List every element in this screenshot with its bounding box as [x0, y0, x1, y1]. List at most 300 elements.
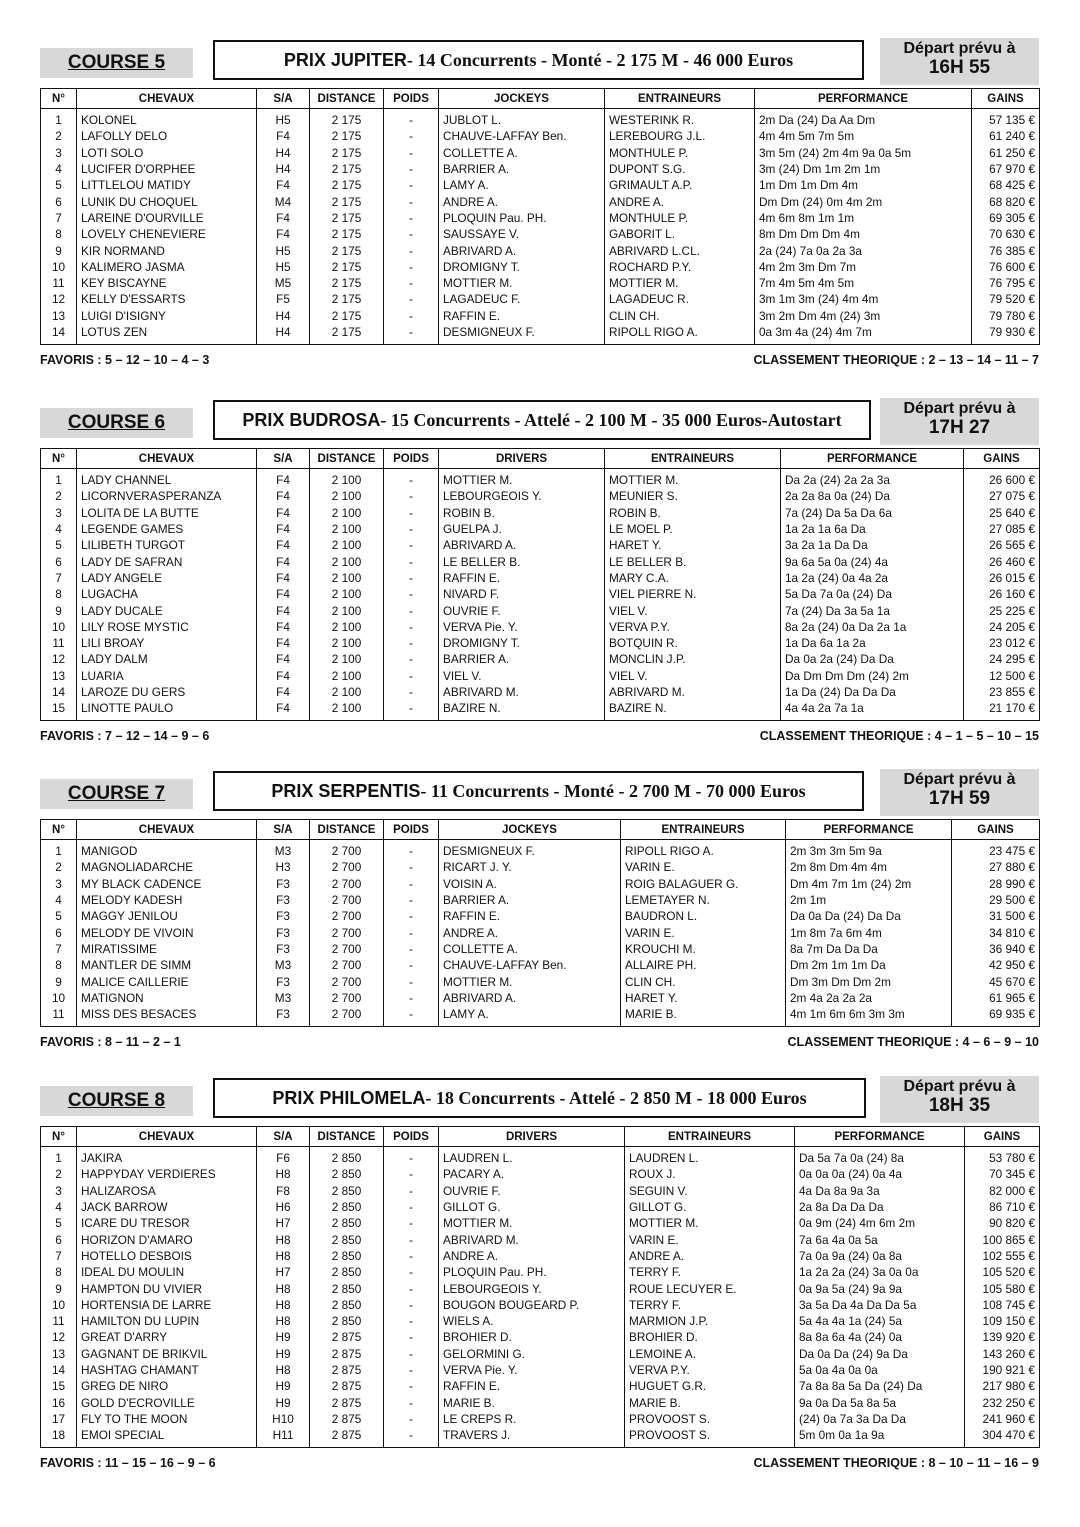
- table-row: [41, 1378, 1040, 1394]
- distance: 2 700: [310, 876, 384, 892]
- sex-age: H4: [257, 145, 310, 161]
- runner-number: 10: [41, 990, 77, 1006]
- table-row: [41, 668, 1040, 684]
- earnings: 82 000 €: [965, 1183, 1040, 1199]
- weight: -: [384, 1183, 439, 1199]
- runner-number: 10: [41, 1297, 77, 1313]
- distance: 2 175: [310, 308, 384, 324]
- runners-table: [40, 1126, 1040, 1448]
- column-header: CHEVAUX: [77, 820, 257, 840]
- table-row: [41, 635, 1040, 651]
- performance: 2a 8a Da Da Da: [795, 1199, 965, 1215]
- earnings: 57 135 €: [972, 109, 1040, 129]
- table-row: [41, 924, 1040, 940]
- earnings: 232 250 €: [965, 1394, 1040, 1410]
- table-row: [41, 308, 1040, 324]
- sex-age: H5: [257, 242, 310, 258]
- table-row: [41, 619, 1040, 635]
- runner-number: 4: [41, 521, 77, 537]
- distance: 2 100: [310, 521, 384, 537]
- weight: -: [384, 109, 439, 129]
- performance: 5a Da 7a 0a (24) Da: [781, 586, 964, 602]
- weight: -: [384, 1346, 439, 1362]
- earnings: 70 345 €: [965, 1166, 1040, 1182]
- runner-number: 1: [41, 469, 77, 489]
- distance: 2 175: [310, 161, 384, 177]
- column-header: GAINS: [972, 89, 1040, 109]
- runner-number: 3: [41, 1183, 77, 1199]
- sex-age: F3: [257, 924, 310, 940]
- distance: 2 175: [310, 109, 384, 129]
- weight: -: [384, 1147, 439, 1167]
- runner-number: 8: [41, 1264, 77, 1280]
- weight: -: [384, 700, 439, 721]
- distance: 2 850: [310, 1215, 384, 1231]
- sex-age: H8: [257, 1248, 310, 1264]
- weight: -: [384, 145, 439, 161]
- horse-name: KELLY D'ESSARTS: [77, 291, 257, 307]
- sex-age: M3: [257, 990, 310, 1006]
- trainer: BAUDRON L.: [621, 908, 786, 924]
- distance: 2 100: [310, 602, 384, 618]
- column-header: DISTANCE: [310, 89, 384, 109]
- performance: 0a 9m (24) 4m 6m 2m: [795, 1215, 965, 1231]
- column-header: GAINS: [964, 449, 1040, 469]
- runner-number: 18: [41, 1427, 77, 1448]
- earnings: 26 460 €: [964, 553, 1040, 569]
- table-row: [41, 892, 1040, 908]
- depart-time: 18H 35: [928, 1094, 991, 1116]
- distance: 2 100: [310, 488, 384, 504]
- column-header: PERFORMANCE: [781, 449, 964, 469]
- rider: VOISIN A.: [439, 876, 621, 892]
- earnings: 34 810 €: [952, 924, 1040, 940]
- column-header: POIDS: [384, 449, 439, 469]
- horse-name: LADY ANGELE: [77, 570, 257, 586]
- earnings: 68 820 €: [972, 193, 1040, 209]
- trainer: WESTERINK R.: [605, 109, 755, 129]
- horse-name: LOVELY CHENEVIERE: [77, 226, 257, 242]
- runner-number: 9: [41, 1280, 77, 1296]
- sex-age: F3: [257, 908, 310, 924]
- performance: 4a Da 8a 9a 3a: [795, 1183, 965, 1199]
- runner-number: 6: [41, 1231, 77, 1247]
- earnings: 45 670 €: [952, 973, 1040, 989]
- performance: 2m 8m Dm 4m 4m: [786, 859, 952, 875]
- sex-age: F3: [257, 941, 310, 957]
- distance: 2 850: [310, 1166, 384, 1182]
- trainer: BOTQUIN R.: [605, 635, 781, 651]
- sex-age: F4: [257, 684, 310, 700]
- prix-title: [213, 40, 864, 80]
- sex-age: F4: [257, 651, 310, 667]
- performance: 2m 1m: [786, 892, 952, 908]
- earnings: 76 795 €: [972, 275, 1040, 291]
- course-footer: [40, 729, 1039, 743]
- distance: 2 175: [310, 193, 384, 209]
- prix-details: - 18 Concurrents - Attelé - 2 850 M - 18 000 Euros: [425, 1087, 807, 1108]
- trainer: RIPOLL RIGO A.: [621, 840, 786, 860]
- rider: LE BELLER B.: [439, 553, 605, 569]
- sex-age: F3: [257, 892, 310, 908]
- trainer: MARIE B.: [625, 1394, 795, 1410]
- favoris: FAVORIS : 5 – 12 – 10 – 4 – 3: [40, 353, 210, 368]
- trainer: ANDRE A.: [605, 193, 755, 209]
- earnings: 61 240 €: [972, 128, 1040, 144]
- column-header: DISTANCE: [310, 449, 384, 469]
- table-row: [41, 1215, 1040, 1231]
- column-header: DISTANCE: [310, 820, 384, 840]
- performance: 8a 2a (24) 0a Da 2a 1a: [781, 619, 964, 635]
- depart-time: 16H 55: [928, 56, 991, 78]
- runner-number: 14: [41, 324, 77, 345]
- weight: -: [384, 876, 439, 892]
- runner-number: 10: [41, 619, 77, 635]
- course-footer: [40, 1035, 1039, 1049]
- horse-name: KEY BISCAYNE: [77, 275, 257, 291]
- performance: 8a 7m Da Da Da: [786, 941, 952, 957]
- table-row: [41, 226, 1040, 242]
- sex-age: H9: [257, 1378, 310, 1394]
- horse-name: LEGENDE GAMES: [77, 521, 257, 537]
- rider: ANDRE A.: [439, 924, 621, 940]
- earnings: 23 475 €: [952, 840, 1040, 860]
- table-header-row: [41, 820, 1040, 840]
- table-row: [41, 291, 1040, 307]
- runner-number: 2: [41, 1166, 77, 1182]
- horse-name: HASHTAG CHAMANT: [77, 1362, 257, 1378]
- performance: Da 0a Da (24) 9a Da: [795, 1346, 965, 1362]
- trainer: SEGUIN V.: [625, 1183, 795, 1199]
- runner-number: 1: [41, 840, 77, 860]
- rider: JUBLOT L.: [439, 109, 605, 129]
- horse-name: MELODY KADESH: [77, 892, 257, 908]
- runner-number: 8: [41, 957, 77, 973]
- course-section: [40, 40, 1039, 367]
- classement-theorique: CLASSEMENT THEORIQUE : 4 – 6 – 9 – 10: [787, 1035, 1039, 1050]
- sex-age: H7: [257, 1215, 310, 1231]
- performance: Da 5a 7a 0a (24) 8a: [795, 1147, 965, 1167]
- runner-number: 6: [41, 193, 77, 209]
- distance: 2 100: [310, 586, 384, 602]
- distance: 2 875: [310, 1329, 384, 1345]
- horse-name: JAKIRA: [77, 1147, 257, 1167]
- runner-number: 7: [41, 1248, 77, 1264]
- depart-label: Départ prévu à: [903, 40, 1016, 57]
- column-header: ENTRAINEURS: [625, 1127, 795, 1147]
- table-header-row: [41, 89, 1040, 109]
- runners-table: [40, 819, 1040, 1027]
- horse-name: LADY DE SAFRAN: [77, 553, 257, 569]
- horse-name: LUNIK DU CHOQUEL: [77, 193, 257, 209]
- sex-age: F5: [257, 291, 310, 307]
- runner-number: 7: [41, 941, 77, 957]
- runner-number: 6: [41, 553, 77, 569]
- runner-number: 12: [41, 651, 77, 667]
- table-row: [41, 990, 1040, 1006]
- trainer: MARY C.A.: [605, 570, 781, 586]
- earnings: 109 150 €: [965, 1313, 1040, 1329]
- horse-name: MAGNOLIADARCHE: [77, 859, 257, 875]
- earnings: 102 555 €: [965, 1248, 1040, 1264]
- weight: -: [384, 892, 439, 908]
- rider: VIEL V.: [439, 668, 605, 684]
- sex-age: F4: [257, 177, 310, 193]
- earnings: 86 710 €: [965, 1199, 1040, 1215]
- trainer: TERRY F.: [625, 1264, 795, 1280]
- performance: 3m 1m 3m (24) 4m 4m: [755, 291, 972, 307]
- column-header: N°: [41, 1127, 77, 1147]
- column-header: CHEVAUX: [77, 89, 257, 109]
- table-row: [41, 145, 1040, 161]
- earnings: 79 930 €: [972, 324, 1040, 345]
- table-row: [41, 1006, 1040, 1027]
- runner-number: 2: [41, 488, 77, 504]
- horse-name: LADY CHANNEL: [77, 469, 257, 489]
- course-label: COURSE 6: [40, 408, 193, 438]
- table-row: [41, 537, 1040, 553]
- trainer: PROVOOST S.: [625, 1411, 795, 1427]
- runner-number: 1: [41, 1147, 77, 1167]
- distance: 2 700: [310, 957, 384, 973]
- weight: -: [384, 308, 439, 324]
- runner-number: 9: [41, 242, 77, 258]
- sex-age: H8: [257, 1297, 310, 1313]
- rider: ABRIVARD M.: [439, 1231, 625, 1247]
- distance: 2 850: [310, 1248, 384, 1264]
- weight: -: [384, 210, 439, 226]
- earnings: 79 520 €: [972, 291, 1040, 307]
- performance: 2a (24) 7a 0a 2a 3a: [755, 242, 972, 258]
- runner-number: 8: [41, 226, 77, 242]
- table-row: [41, 1166, 1040, 1182]
- horse-name: ICARE DU TRESOR: [77, 1215, 257, 1231]
- earnings: 241 960 €: [965, 1411, 1040, 1427]
- table-header-row: [41, 449, 1040, 469]
- earnings: 25 640 €: [964, 505, 1040, 521]
- trainer: LE BELLER B.: [605, 553, 781, 569]
- trainer: PROVOOST S.: [625, 1427, 795, 1448]
- runner-number: 11: [41, 635, 77, 651]
- table-row: [41, 570, 1040, 586]
- distance: 2 100: [310, 651, 384, 667]
- trainer: CLIN CH.: [621, 973, 786, 989]
- runner-number: 12: [41, 1329, 77, 1345]
- table-row: [41, 651, 1040, 667]
- earnings: 24 295 €: [964, 651, 1040, 667]
- trainer: CLIN CH.: [605, 308, 755, 324]
- sex-age: H5: [257, 259, 310, 275]
- distance: 2 100: [310, 635, 384, 651]
- trainer: LAGADEUC R.: [605, 291, 755, 307]
- weight: -: [384, 1427, 439, 1448]
- earnings: 26 160 €: [964, 586, 1040, 602]
- performance: 3a 5a Da 4a Da Da 5a: [795, 1297, 965, 1313]
- weight: -: [384, 193, 439, 209]
- runner-number: 5: [41, 1215, 77, 1231]
- performance: 1a 2a (24) 0a 4a 2a: [781, 570, 964, 586]
- distance: 2 850: [310, 1280, 384, 1296]
- weight: -: [384, 161, 439, 177]
- table-row: [41, 177, 1040, 193]
- sex-age: H8: [257, 1231, 310, 1247]
- distance: 2 100: [310, 505, 384, 521]
- trainer: GABORIT L.: [605, 226, 755, 242]
- earnings: 79 780 €: [972, 308, 1040, 324]
- table-row: [41, 941, 1040, 957]
- runners-table: [40, 448, 1040, 721]
- column-header: CHEVAUX: [77, 449, 257, 469]
- table-row: [41, 859, 1040, 875]
- table-row: [41, 1297, 1040, 1313]
- horse-name: GAGNANT DE BRIKVIL: [77, 1346, 257, 1362]
- distance: 2 175: [310, 275, 384, 291]
- rider: MOTTIER M.: [439, 275, 605, 291]
- distance: 2 100: [310, 684, 384, 700]
- trainer: MONTHULE P.: [605, 210, 755, 226]
- earnings: 21 170 €: [964, 700, 1040, 721]
- distance: 2 100: [310, 668, 384, 684]
- sex-age: F4: [257, 553, 310, 569]
- column-header: CHEVAUX: [77, 1127, 257, 1147]
- performance: (24) 0a 7a 3a Da Da: [795, 1411, 965, 1427]
- table-row: [41, 684, 1040, 700]
- horse-name: MALICE CAILLERIE: [77, 973, 257, 989]
- performance: 9a 0a Da 5a 8a 5a: [795, 1394, 965, 1410]
- table-row: [41, 1394, 1040, 1410]
- distance: 2 700: [310, 892, 384, 908]
- trainer: VIEL V.: [605, 668, 781, 684]
- rider: GUELPA J.: [439, 521, 605, 537]
- horse-name: LUGACHA: [77, 586, 257, 602]
- trainer: VARIN E.: [621, 924, 786, 940]
- horse-name: HORTENSIA DE LARRE: [77, 1297, 257, 1313]
- trainer: BAZIRE N.: [605, 700, 781, 721]
- earnings: 67 970 €: [972, 161, 1040, 177]
- weight: -: [384, 924, 439, 940]
- performance: 5a 4a 4a 1a (24) 5a: [795, 1313, 965, 1329]
- trainer: GRIMAULT A.P.: [605, 177, 755, 193]
- rider: OUVRIE F.: [439, 1183, 625, 1199]
- weight: -: [384, 1378, 439, 1394]
- trainer: MARMION J.P.: [625, 1313, 795, 1329]
- earnings: 217 980 €: [965, 1378, 1040, 1394]
- weight: -: [384, 242, 439, 258]
- rider: BARRIER A.: [439, 161, 605, 177]
- sex-age: F4: [257, 469, 310, 489]
- distance: 2 700: [310, 973, 384, 989]
- distance: 2 850: [310, 1264, 384, 1280]
- weight: -: [384, 1199, 439, 1215]
- earnings: 139 920 €: [965, 1329, 1040, 1345]
- distance: 2 100: [310, 570, 384, 586]
- course-header: [40, 400, 1039, 448]
- runner-number: 14: [41, 1362, 77, 1378]
- prix-name: PRIX PHILOMELA: [272, 1087, 426, 1108]
- runner-number: 14: [41, 684, 77, 700]
- table-row: [41, 469, 1040, 489]
- rider: DROMIGNY T.: [439, 635, 605, 651]
- earnings: 23 855 €: [964, 684, 1040, 700]
- earnings: 29 500 €: [952, 892, 1040, 908]
- runner-number: 13: [41, 1346, 77, 1362]
- trainer: MONTHULE P.: [605, 145, 755, 161]
- performance: 4a 4a 2a 7a 1a: [781, 700, 964, 721]
- distance: 2 175: [310, 259, 384, 275]
- rider: PLOQUIN Pau. PH.: [439, 210, 605, 226]
- performance: 7a (24) Da 5a Da 6a: [781, 505, 964, 521]
- earnings: 27 075 €: [964, 488, 1040, 504]
- distance: 2 175: [310, 324, 384, 345]
- column-header: N°: [41, 449, 77, 469]
- trainer: MONCLIN J.P.: [605, 651, 781, 667]
- trainer: LE MOEL P.: [605, 521, 781, 537]
- runner-number: 11: [41, 1006, 77, 1027]
- distance: 2 100: [310, 537, 384, 553]
- distance: 2 875: [310, 1394, 384, 1410]
- weight: -: [384, 488, 439, 504]
- rider: ROBIN B.: [439, 505, 605, 521]
- rider: DESMIGNEUX F.: [439, 324, 605, 345]
- horse-name: LAFOLLY DELO: [77, 128, 257, 144]
- runner-number: 5: [41, 537, 77, 553]
- column-header: S/A: [257, 820, 310, 840]
- weight: -: [384, 908, 439, 924]
- performance: 2m 3m 3m 5m 9a: [786, 840, 952, 860]
- horse-name: HOTELLO DESBOIS: [77, 1248, 257, 1264]
- sex-age: H9: [257, 1394, 310, 1410]
- distance: 2 850: [310, 1147, 384, 1167]
- course-section: [40, 400, 1039, 743]
- horse-name: LOLITA DE LA BUTTE: [77, 505, 257, 521]
- performance: 5m 0m 0a 1a 9a: [795, 1427, 965, 1448]
- runner-number: 3: [41, 505, 77, 521]
- weight: -: [384, 684, 439, 700]
- rider: LAMY A.: [439, 177, 605, 193]
- column-header: PERFORMANCE: [795, 1127, 965, 1147]
- table-row: [41, 700, 1040, 721]
- course-header: [40, 771, 1039, 819]
- earnings: 31 500 €: [952, 908, 1040, 924]
- earnings: 23 012 €: [964, 635, 1040, 651]
- course-label: COURSE 7: [40, 779, 193, 809]
- performance: 8a 8a 6a 4a (24) 0a: [795, 1329, 965, 1345]
- trainer: VIEL PIERRE N.: [605, 586, 781, 602]
- sex-age: F4: [257, 488, 310, 504]
- earnings: 28 990 €: [952, 876, 1040, 892]
- horse-name: LUARIA: [77, 668, 257, 684]
- performance: 7m 4m 5m 4m 5m: [755, 275, 972, 291]
- earnings: 76 600 €: [972, 259, 1040, 275]
- column-header: ENTRAINEURS: [605, 449, 781, 469]
- column-header: POIDS: [384, 820, 439, 840]
- distance: 2 700: [310, 908, 384, 924]
- runner-number: 11: [41, 1313, 77, 1329]
- horse-name: LADY DALM: [77, 651, 257, 667]
- earnings: 70 630 €: [972, 226, 1040, 242]
- horse-name: LUIGI D'ISIGNY: [77, 308, 257, 324]
- horse-name: LINOTTE PAULO: [77, 700, 257, 721]
- sex-age: F4: [257, 521, 310, 537]
- runner-number: 5: [41, 177, 77, 193]
- distance: 2 100: [310, 700, 384, 721]
- rider: ABRIVARD A.: [439, 537, 605, 553]
- earnings: 25 225 €: [964, 602, 1040, 618]
- rider: VERVA Pie. Y.: [439, 619, 605, 635]
- runner-number: 3: [41, 145, 77, 161]
- earnings: 53 780 €: [965, 1147, 1040, 1167]
- sex-age: F4: [257, 619, 310, 635]
